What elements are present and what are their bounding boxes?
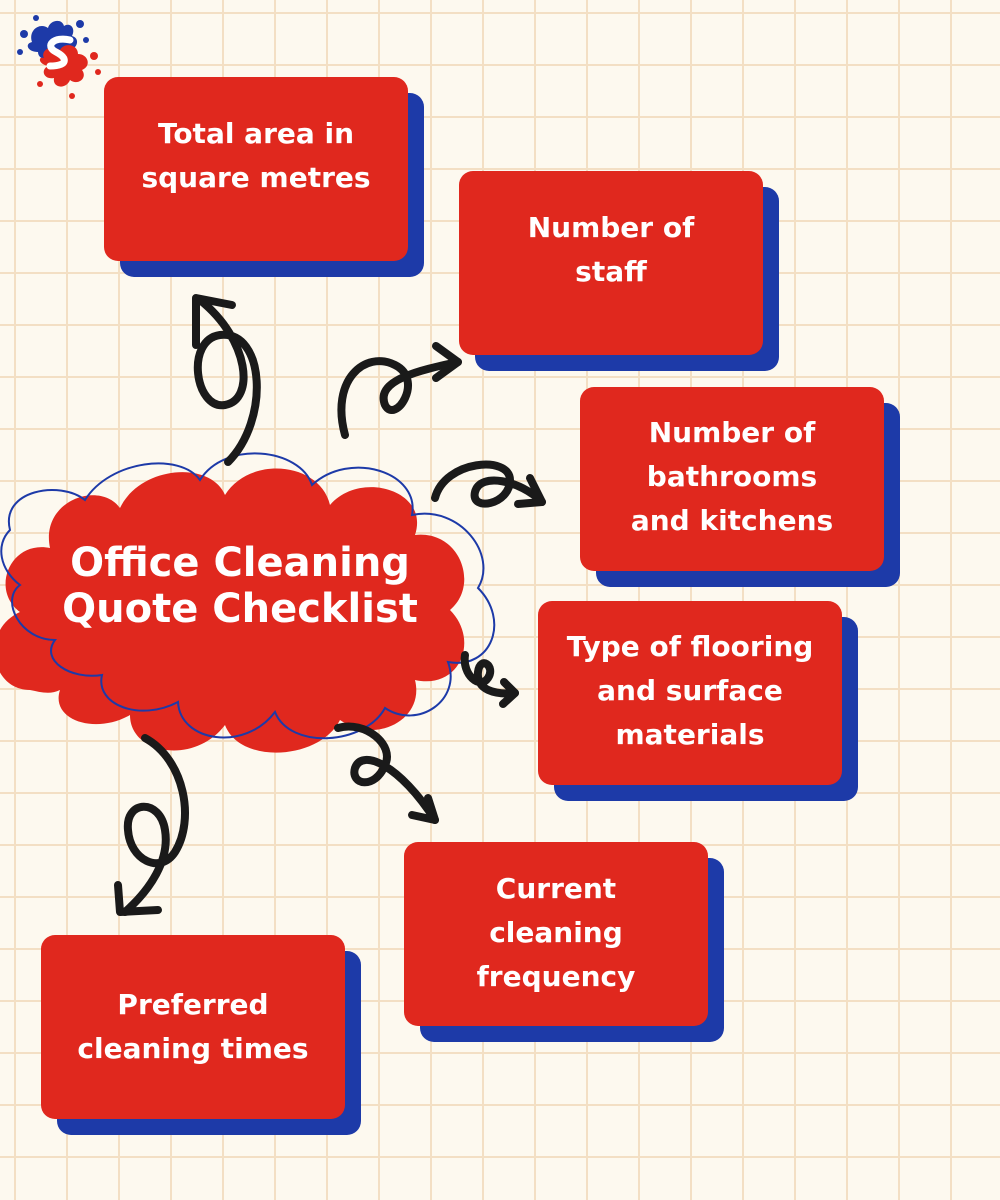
card-label: Current cleaning frequency (476, 872, 636, 993)
card-total-area (104, 77, 408, 261)
card-body (580, 387, 884, 571)
card-label: Number of staff (527, 211, 695, 288)
arrow-to-cleaning-times (118, 738, 185, 912)
card-body (104, 77, 408, 261)
card-label: Number of bathrooms and kitchens (630, 416, 834, 537)
card-label: Preferred cleaning times (77, 988, 309, 1065)
card-body (404, 842, 708, 1026)
arrow-to-bathrooms-kitchens (435, 465, 542, 504)
card-cleaning-times (41, 935, 345, 1119)
card-number-of-staff (459, 171, 763, 355)
card-flooring (538, 601, 842, 785)
card-label: Total area in square metres (141, 117, 371, 194)
card-bathrooms-kitchens (580, 387, 884, 571)
card-cleaning-frequency (404, 842, 708, 1026)
card-body (538, 601, 842, 785)
arrow-to-number-of-staff (341, 346, 458, 435)
arrow-to-cleaning-frequency (338, 726, 435, 820)
arrow-to-flooring (465, 655, 515, 704)
arrow-to-total-area (196, 298, 257, 462)
card-body (41, 935, 345, 1119)
card-body (459, 171, 763, 355)
card-label: Type of flooring and surface materials (566, 630, 814, 751)
page-title: Office Cleaning Quote Checklist (62, 540, 418, 632)
